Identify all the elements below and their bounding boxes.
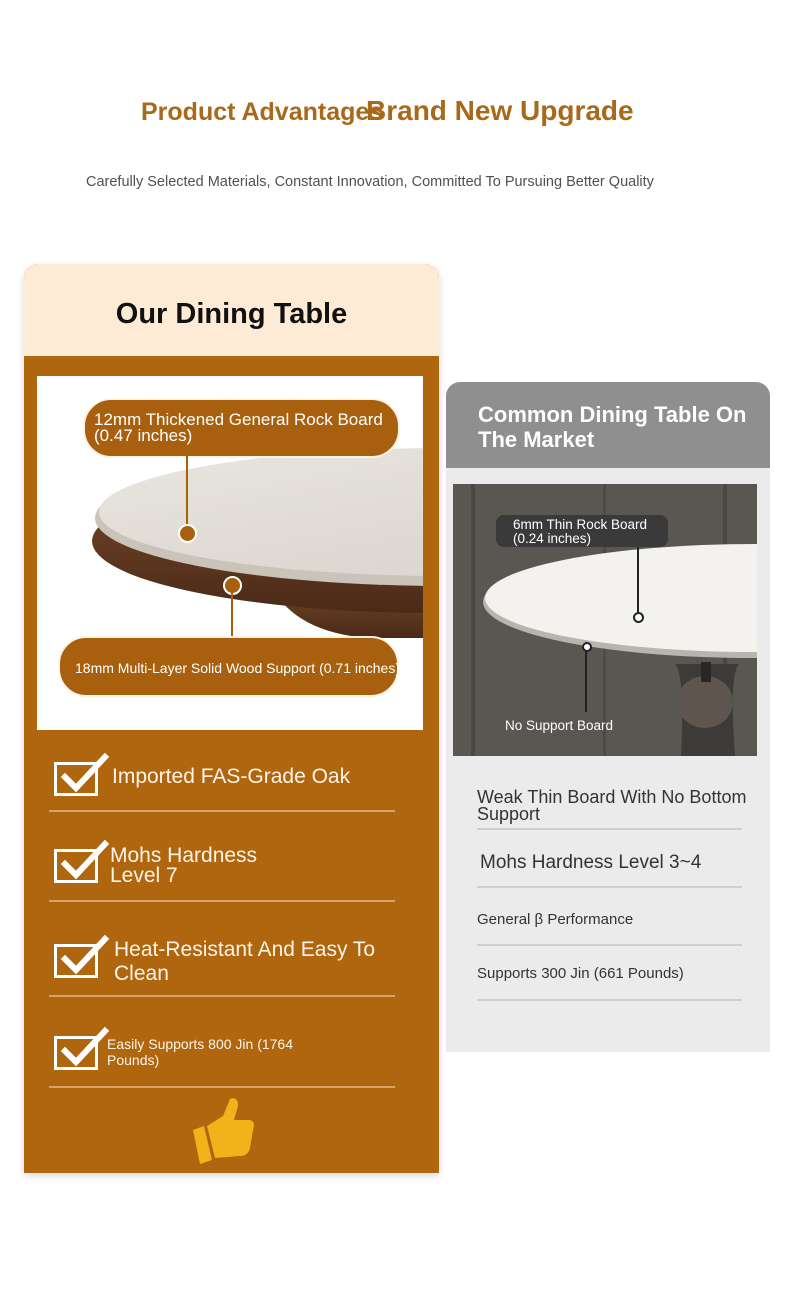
callout-line [637,547,639,613]
callout-dot [633,612,644,623]
common-table-title: Common Dining Table On The Market [478,402,747,452]
feature-text: Easily Supports 800 Jin (1764 Pounds) [107,1036,293,1068]
common-feature-row [477,908,742,946]
section-subtitle: Carefully Selected Materials, Constant Innovation, Committed To Pursuing Better Quality [86,174,654,190]
callout-rock-board-text: 12mm Thickened General Rock Board (0.47 inches) [94,410,383,445]
feature-text: Mohs Hardness Level 7 [110,844,258,887]
callout-line [231,592,233,636]
common-table-card [446,382,770,1052]
callout-rock-board [83,398,400,458]
common-feature-text: General β Performance [477,911,634,928]
callout-thin-board-text: 6mm Thin Rock Board (0.24 inches) [513,517,648,546]
feature-row [49,934,395,997]
common-feature-text: Weak Thin Board With No Bottom Support [477,787,747,824]
feature-row [49,754,395,812]
feature-text: Imported FAS-Grade Oak [112,765,351,788]
common-feature-row [477,962,742,1001]
callout-thin-board [496,515,668,547]
feature-row [49,839,395,902]
section-title-brand-new-upgrade: Brand New Upgrade [366,95,634,126]
common-feature-row [477,784,747,830]
check-icon [54,762,98,796]
feature-text: Heat-Resistant And Easy To Clean [114,938,376,985]
common-feature-row [477,846,742,888]
callout-dot [178,524,197,543]
check-icon [54,1036,98,1070]
common-feature-text: Mohs Hardness Level 3~4 [480,852,702,873]
section-title-product-advantages: Product Advantages [141,98,384,126]
common-table-image [453,484,757,756]
callout-wood-support [58,636,399,697]
our-table-title: Our Dining Table [115,298,348,330]
check-icon [54,944,98,978]
our-table-image [37,376,423,730]
callout-dot [582,642,592,652]
check-icon [54,849,98,883]
common-feature-text: Supports 300 Jin (661 Pounds) [477,965,684,982]
callout-no-support-text: No Support Board [505,718,614,733]
callout-line [585,650,587,712]
callout-wood-support-text: 18mm Multi-Layer Solid Wood Support (0.71 inches) [75,660,401,676]
thumbs-up-icon [190,1096,256,1171]
feature-row [49,1028,395,1088]
callout-line [186,454,188,534]
our-table-card [24,264,439,1173]
